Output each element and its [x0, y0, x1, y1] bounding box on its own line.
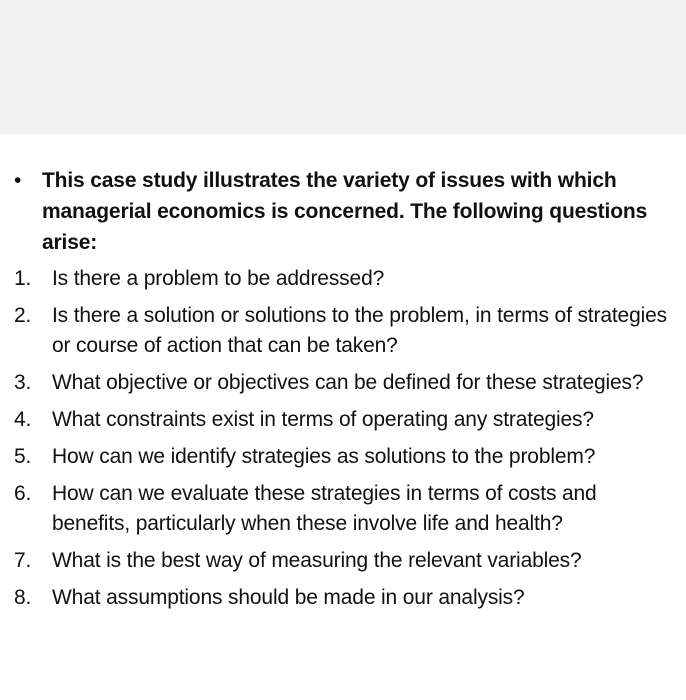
header-band [0, 0, 686, 134]
question-number: 4. [14, 408, 32, 431]
question-number: 8. [14, 586, 32, 609]
question-item [0, 368, 670, 398]
question-text: Is there a solution or solutions to the problem, in terms of strategies or course of action that can be taken? [52, 304, 667, 357]
question-number: 6. [14, 482, 32, 505]
question-number: 3. [14, 371, 32, 394]
question-text: What constraints exist in terms of operating any strategies? [52, 408, 594, 431]
slide-body [0, 165, 686, 620]
question-text: How can we evaluate these strategies in terms of costs and benefits, particularly when these involve life and health? [52, 482, 597, 535]
question-text: What is the best way of measuring the relevant variables? [52, 549, 582, 572]
question-number: 5. [14, 445, 32, 468]
question-item [0, 583, 670, 613]
question-item [0, 264, 670, 294]
question-item [0, 442, 670, 472]
question-number: 2. [14, 304, 32, 327]
question-list [0, 264, 686, 613]
question-number: 1. [14, 267, 32, 290]
question-item [0, 546, 670, 576]
question-text: What objective or objectives can be defined for these strategies? [52, 371, 644, 394]
question-text: How can we identify strategies as solutions to the problem? [52, 445, 596, 468]
intro-bullet [0, 165, 686, 258]
question-item [0, 301, 670, 361]
bullet-icon: • [14, 169, 22, 192]
intro-text: This case study illustrates the variety of issues with which managerial economics is concerned. The following questions arise: [42, 169, 648, 254]
question-item [0, 479, 670, 539]
question-text: Is there a problem to be addressed? [52, 267, 385, 290]
question-text: What assumptions should be made in our analysis? [52, 586, 525, 609]
question-item [0, 405, 670, 435]
question-number: 7. [14, 549, 32, 572]
